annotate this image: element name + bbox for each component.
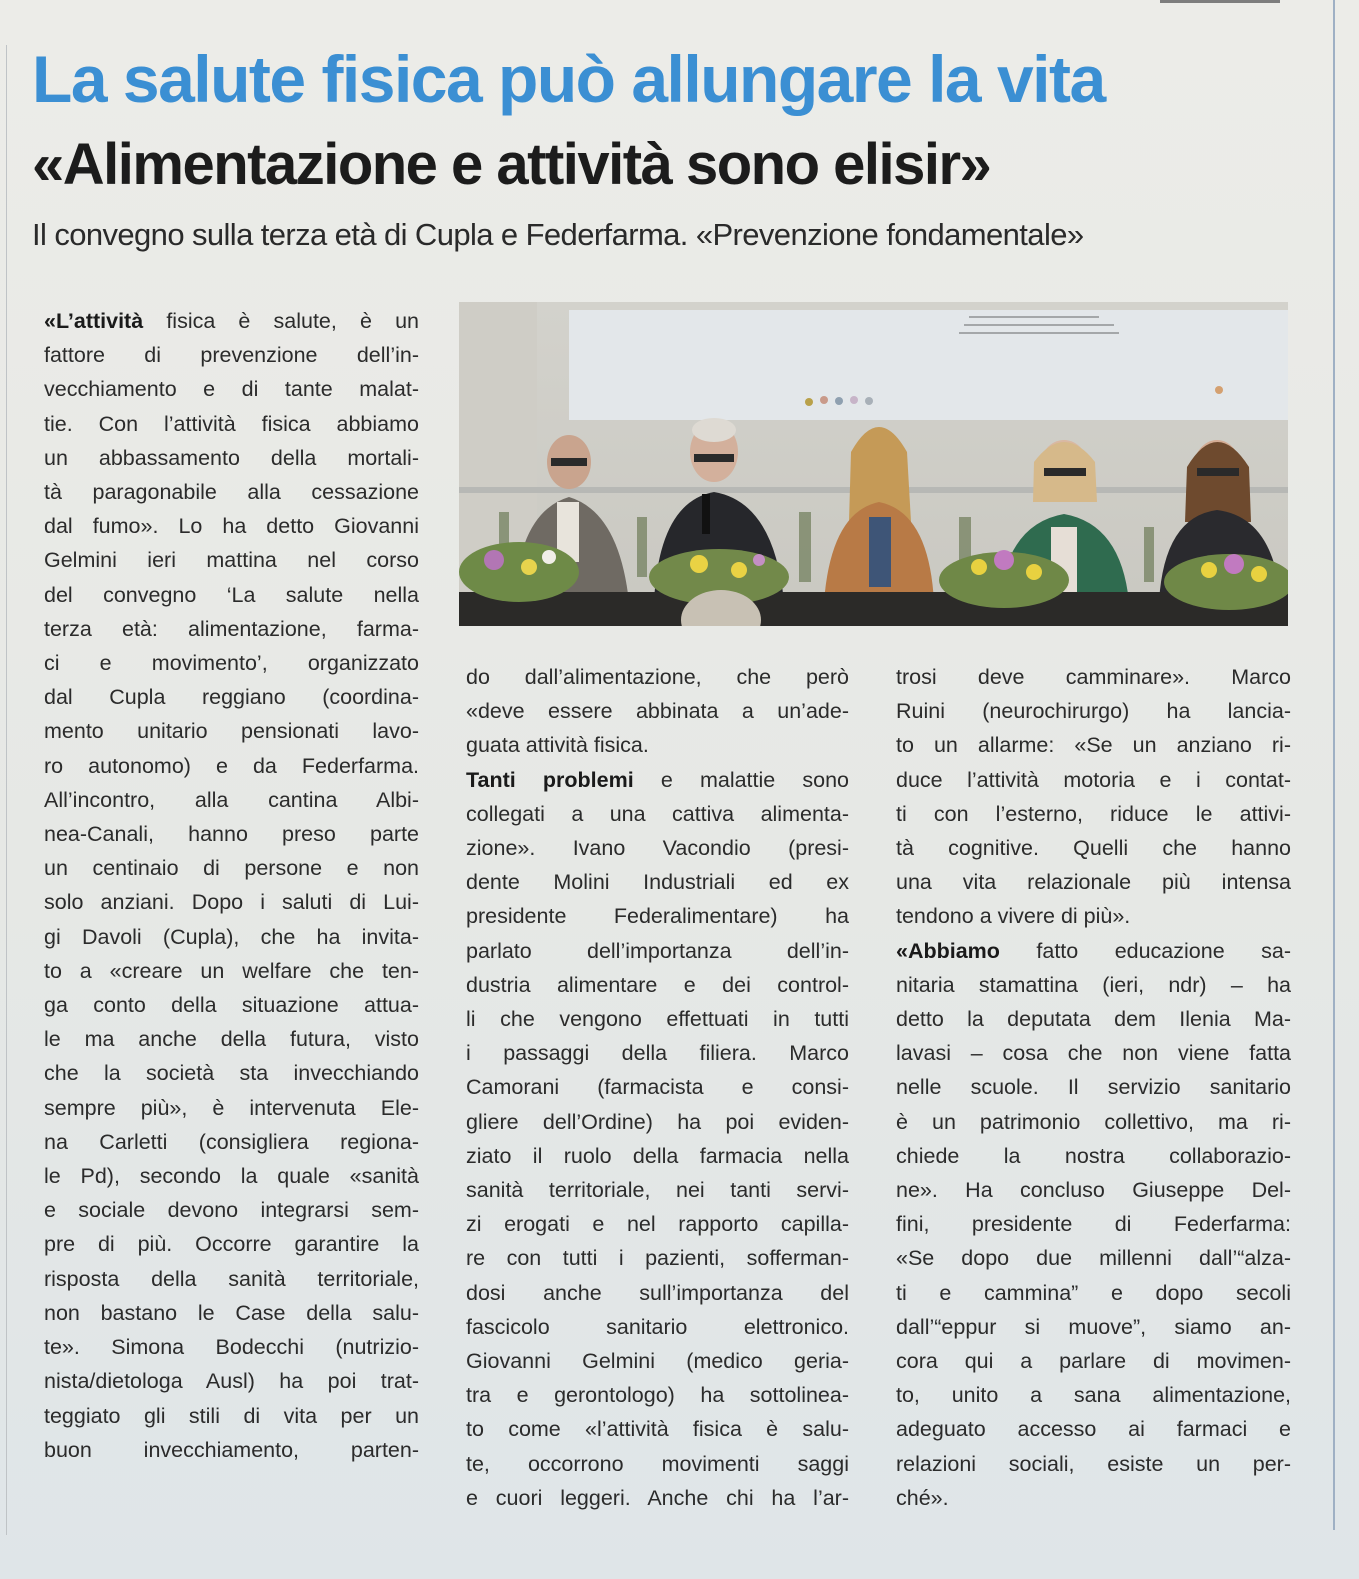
article-column-1 bbox=[44, 304, 419, 1467]
text-line: adeguato accesso ai farmaci e bbox=[896, 1417, 1291, 1442]
text-line: nea-Canali, hanno preso parte bbox=[44, 822, 419, 847]
kicker: Il convegno sulla terza età di Cupla e Federfarma. «Prevenzione fondamentale» bbox=[32, 217, 1084, 252]
text-line: dente Molini Industriali ed ex bbox=[466, 870, 849, 895]
text-run: fatto educazione sa- bbox=[999, 938, 1291, 963]
text-line: fascicolo sanitario elettronico. bbox=[466, 1314, 849, 1339]
text-line: dosi anche sull’importanza del bbox=[466, 1280, 849, 1305]
text-line: ne». Ha concluso Giuseppe Del- bbox=[896, 1178, 1291, 1203]
text-line: risposta della sanità territoriale, bbox=[44, 1266, 419, 1291]
divider bbox=[1160, 0, 1280, 3]
text-line: Ruini (neurochirurgo) ha lancia- bbox=[896, 699, 1291, 724]
text-line: sempre più», è intervenuta Ele- bbox=[44, 1095, 419, 1120]
text-line: collegati a una cattiva alimenta- bbox=[466, 801, 849, 826]
text-line: le Pd), secondo la quale «sanità bbox=[44, 1164, 419, 1189]
text-line: na Carletti (consigliera regiona- bbox=[44, 1129, 419, 1154]
text-line: relazioni sociali, esiste un per- bbox=[896, 1451, 1291, 1476]
text-line: trosi deve camminare». Marco bbox=[896, 665, 1291, 689]
article-column-3 bbox=[896, 660, 1291, 1515]
text-line: ro autonomo) e da Federfarma. bbox=[44, 753, 419, 778]
text-line: ti e cammina” e dopo secoli bbox=[896, 1280, 1291, 1305]
subheadline: «Alimentazione e attività sono elisir» bbox=[32, 132, 991, 197]
text-line: re con tutti i pazienti, sofferman- bbox=[466, 1246, 849, 1271]
lead-in-bold: Tanti problemi bbox=[466, 767, 634, 792]
text-line: una vita relazionale più intensa bbox=[896, 870, 1291, 895]
headline: La salute fisica può allungare la vita bbox=[32, 42, 1105, 116]
text-line: All’incontro, alla cantina Albi- bbox=[44, 787, 419, 812]
text-line: un centinaio di persone e non bbox=[44, 856, 419, 881]
text-line: fini, presidente di Federfarma: bbox=[896, 1212, 1291, 1237]
article-column-2 bbox=[466, 660, 849, 1515]
lead-in-bold: «L’attività bbox=[44, 309, 144, 333]
text-line: fattore di prevenzione dell’in- bbox=[44, 343, 419, 368]
text-line: ti con l’esterno, riduce le attivi- bbox=[896, 801, 1291, 826]
text-line: to, unito a sana alimentazione, bbox=[896, 1383, 1291, 1408]
text-line: è un patrimonio collettivo, ma ri- bbox=[896, 1109, 1291, 1134]
column-rule bbox=[1333, 0, 1335, 1530]
text-line bbox=[896, 934, 1291, 968]
text-line: duce l’attività motoria e i contat- bbox=[896, 767, 1291, 792]
text-line: terza età: alimentazione, farma- bbox=[44, 616, 419, 641]
text-line bbox=[44, 304, 419, 338]
text-line: Gelmini ieri mattina nel corso bbox=[44, 548, 419, 573]
text-line: ziato il ruolo della farmacia nella bbox=[466, 1143, 849, 1168]
text-line: tà cognitive. Quelli che hanno bbox=[896, 836, 1291, 861]
text-run: e malattie sono bbox=[633, 767, 849, 792]
divider bbox=[6, 45, 7, 1535]
text-line: tà paragonabile alla cessazione bbox=[44, 480, 419, 505]
text-line: detto la deputata dem Ilenia Ma- bbox=[896, 1007, 1291, 1032]
text-line: del convegno ‘La salute nella bbox=[44, 582, 419, 607]
text-line: dal fumo». Lo ha detto Giovanni bbox=[44, 514, 419, 539]
text-line: presidente Federalimentare) ha bbox=[466, 904, 849, 929]
text-line: zi erogati e nel rapporto capilla- bbox=[466, 1212, 849, 1237]
text-line: lavasi – cosa che non viene fatta bbox=[896, 1041, 1291, 1066]
text-line: to come «l’attività fisica è salu- bbox=[466, 1417, 849, 1442]
text-line: gliere dell’Ordine) ha poi eviden- bbox=[466, 1109, 849, 1134]
text-line: dal Cupla reggiano (coordina- bbox=[44, 685, 419, 710]
text-line: vecchiamento e di tante malat- bbox=[44, 377, 419, 402]
text-line: Camorani (farmacista e consi- bbox=[466, 1075, 849, 1100]
text-line: «deve essere abbinata a un’ade- bbox=[466, 699, 849, 724]
text-line: tra e gerontologo) ha sottolinea- bbox=[466, 1383, 849, 1408]
text-line: do dall’alimentazione, che però bbox=[466, 665, 849, 689]
text-line: pre di più. Occorre garantire la bbox=[44, 1232, 419, 1257]
text-line bbox=[466, 763, 849, 797]
text-line: e cuori leggeri. Anche chi ha l’ar- bbox=[466, 1485, 849, 1510]
text-line: e sociale devono integrarsi sem- bbox=[44, 1198, 419, 1223]
text-line: to a «creare un welfare che ten- bbox=[44, 958, 419, 983]
text-run: fisica è salute, è un bbox=[143, 309, 419, 333]
text-line: te». Simona Bodecchi (nutrizio- bbox=[44, 1335, 419, 1360]
text-line: parlato dell’importanza dell’in- bbox=[466, 938, 849, 963]
text-line: nista/dietologa Ausl) ha poi trat- bbox=[44, 1369, 419, 1394]
text-line: le ma anche della futura, visto bbox=[44, 1027, 419, 1052]
text-line: tendono a vivere di più». bbox=[896, 904, 1131, 929]
text-line: nitaria stamattina (ieri, ndr) – ha bbox=[896, 972, 1291, 997]
text-line: dustria alimentare e dei control- bbox=[466, 972, 849, 997]
text-line: che la società sta invecchiando bbox=[44, 1061, 419, 1086]
text-line: nelle scuole. Il servizio sanitario bbox=[896, 1075, 1291, 1100]
text-line: te, occorrono movimenti saggi bbox=[466, 1451, 849, 1476]
text-line: zione». Ivano Vacondio (presi- bbox=[466, 836, 849, 861]
text-line: to un allarme: «Se un anziano ri- bbox=[896, 733, 1291, 758]
text-line: dall’“eppur si muove”, siamo an- bbox=[896, 1314, 1291, 1339]
text-line: chiede la nostra collaborazio- bbox=[896, 1143, 1291, 1168]
text-line: li che vengono effettuati in tutti bbox=[466, 1007, 849, 1032]
text-line: Giovanni Gelmini (medico geria- bbox=[466, 1349, 849, 1374]
text-line: ci e movimento’, organizzato bbox=[44, 651, 419, 676]
text-line: teggiato gli stili di vita per un bbox=[44, 1403, 419, 1428]
text-line: sanità territoriale, nei tanti servi- bbox=[466, 1178, 849, 1203]
text-line: buon invecchiamento, parten- bbox=[44, 1437, 419, 1462]
article-photo bbox=[459, 302, 1288, 626]
text-line: «Se dopo due millenni dall’“alza- bbox=[896, 1246, 1291, 1271]
text-line: cora qui a parlare di movimen- bbox=[896, 1349, 1291, 1374]
lead-in-bold: «Abbiamo bbox=[896, 938, 1000, 963]
text-line: tie. Con l’attività fisica abbiamo bbox=[44, 411, 419, 436]
text-line: guata attività fisica. bbox=[466, 733, 649, 758]
text-line: ché». bbox=[896, 1485, 949, 1510]
text-line: mento unitario pensionati lavo- bbox=[44, 719, 419, 744]
text-line: gi Davoli (Cupla), che ha invita- bbox=[44, 924, 419, 949]
text-line: un abbassamento della mortali- bbox=[44, 445, 419, 470]
text-line: solo anziani. Dopo i saluti di Lui- bbox=[44, 890, 419, 915]
panel-photo-illustration bbox=[459, 302, 1288, 626]
text-line: ga conto della situazione attua- bbox=[44, 993, 419, 1018]
text-line: non bastano le Case della salu- bbox=[44, 1300, 419, 1325]
text-line: i passaggi della filiera. Marco bbox=[466, 1041, 849, 1066]
